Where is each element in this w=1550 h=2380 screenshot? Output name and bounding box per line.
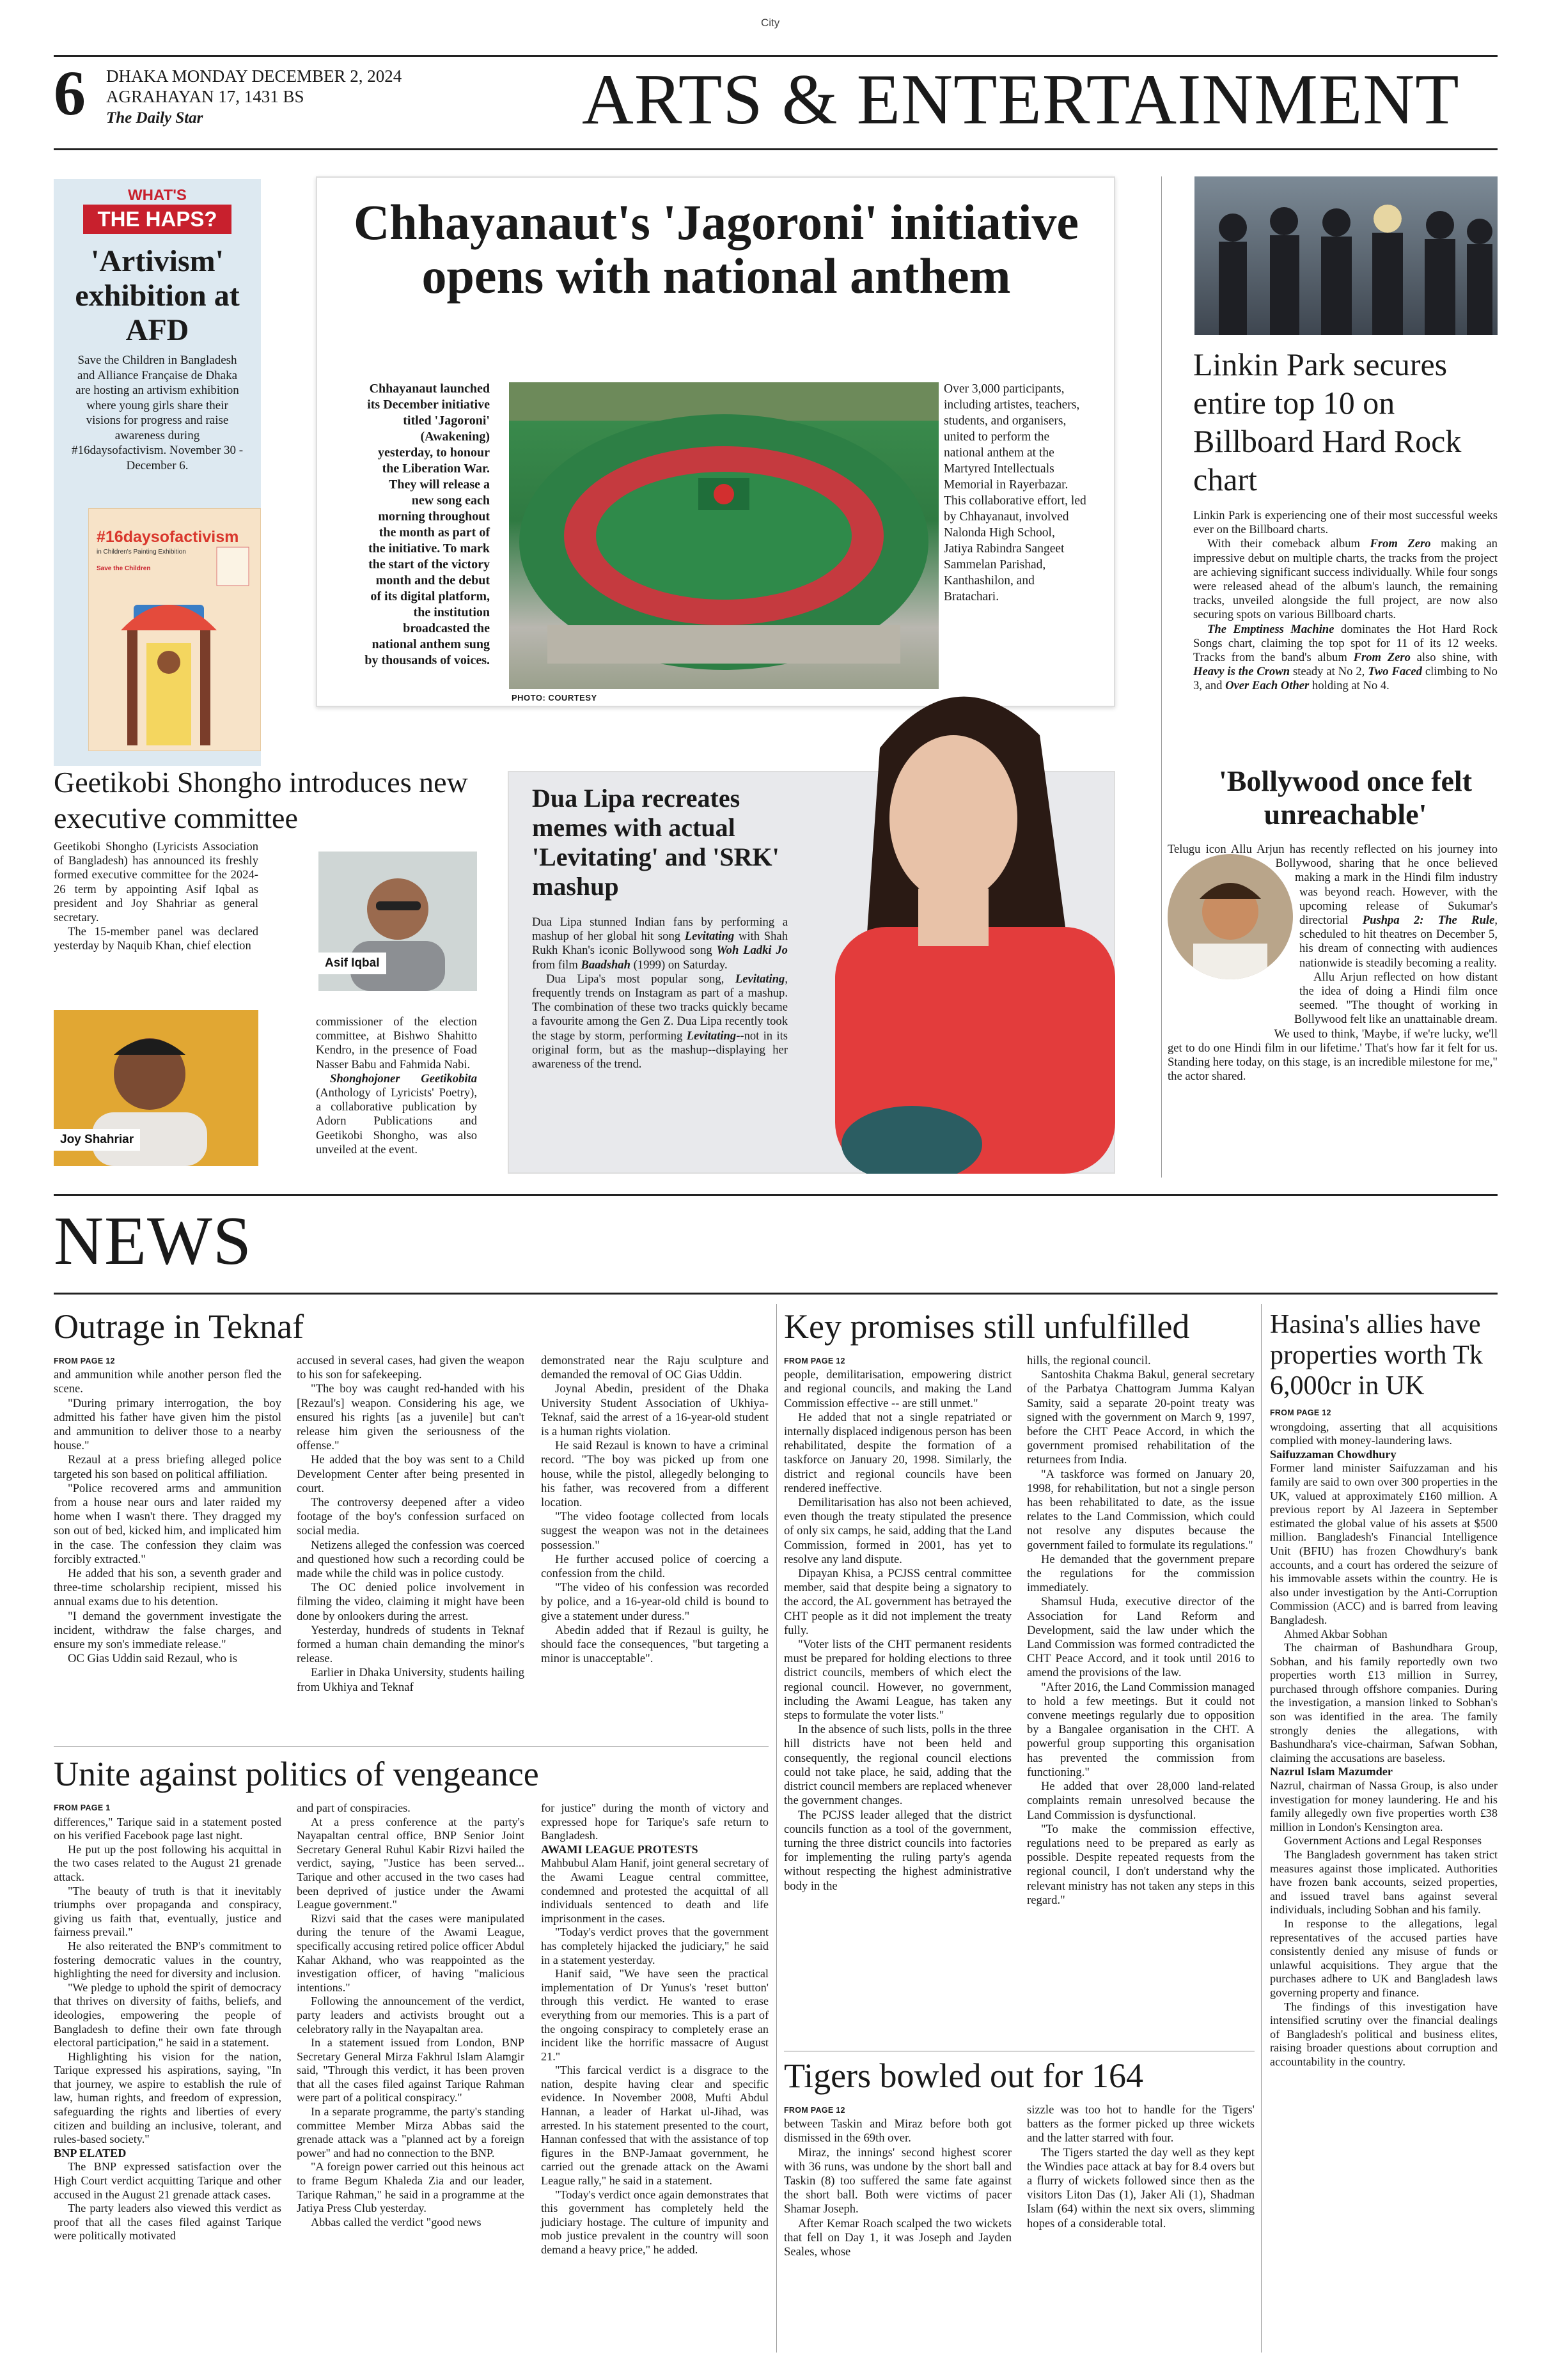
band-illustration: [1194, 176, 1498, 335]
teknaf-p: "The video footage collected from locals suggest the weapon was not in the detainees possession.": [541, 1510, 769, 1552]
tigers-p: sizzle was too hot to handle for the Tigers' batters as the former picked up three wickets and the latter starred with four.: [1027, 2103, 1255, 2145]
teknaf-p: "During primary interrogation, the boy admitted his father have given him the pistol and ammunition to deliver those to a nearby house.": [54, 1396, 281, 1453]
teknaf-p: accused in several cases, had given the weapon to his son for safekeeping.: [297, 1354, 524, 1382]
tigers-p: Miraz, the innings' second highest scorer with 36 runs, was undone by the short ball and Taskin (8) too suffered the same fate against the short ball. Both were victims of pacer Shamar Joseph.: [784, 2145, 1012, 2216]
linkin-p1: Linkin Park is experiencing one of their most successful weeks ever on the Billboard charts.: [1193, 509, 1498, 537]
linkin-photo: [1194, 176, 1498, 335]
unite-p: Hanif said, "We have seen the practical implementation of Dr Yunus's 'reset button' through this verdict. He wanted to erase everything from our memories. This is a part of the ongoing conspiracy to completely erase an incident like the horrific massacre of August 21.": [541, 1967, 769, 2063]
hasina-subhead: Nazrul Islam Mazumder: [1270, 1765, 1393, 1778]
unite-p: Abbas called the verdict "good news: [311, 2215, 481, 2228]
promises-p: Demilitarisation has also not been achieved, even though the treaty stipulated the presence of only six camps, he said, adding that the Land Commission, formed in 2001, has yet to resolve any land dispute.: [784, 1496, 1012, 1566]
poster-logo: Save the Children: [97, 565, 151, 572]
promises-col2: [1027, 1354, 1255, 1908]
promises-p: "A taskforce was formed on January 20, 1998, for rehabilitation, but not a single person has been rehabilitated to date, as the issue relates to the Land Commission, which could not resolve any disputes because the government failed to formulate its regulations.": [1027, 1467, 1255, 1552]
teknaf-p: "The boy was caught red-handed with his [Rezaul's] weapon. Considering his age, we ensured his rights [as a juvenile] but can't release him given the seriousness of the offense.": [297, 1382, 524, 1453]
promises-p: He added that not a single repatriated or internally displaced indigenous person has been rehabilitated, despite the formation of a taskforce on January 20, 1998. Similarly, the district and regional councils have been rendered ineffective.: [784, 1410, 1012, 1495]
promises-p: people, demilitarisation, empowering district and regional councils, and making the Land Commission effective -- are still unmet.": [784, 1368, 1012, 1410]
teknaf-p: Earlier in Dhaka University, students hailing from Ukhiya and Teknaf: [297, 1666, 524, 1694]
hasina-p: The chairman of Bashundhara Group, Sobhan, and his family reportedly own two properties worth £13 million in Surrey, purchased through offshore companies. During the investigation, a mansion linked to Sobhan's son was identified in the area. The family strongly denies the allegations, with Bashundhara's vice-chairman, Safwan Sobhan, claiming the accusations are baseless.: [1270, 1641, 1498, 1764]
teknaf-p: Joynal Abedin, president of the Dhaka University Student Association of Ukhiya-Teknaf, said the arrest of a 16-year-old student is a human rights violation.: [541, 1382, 769, 1439]
hasina-subhead: Saifuzzaman Chowdhury: [1270, 1447, 1397, 1461]
jagoroni-intro: Chhayanaut launched its December initiative titled 'Jagoroni' (Awakening) yesterday, to honour the Liberation War. They will release a new song each morning throughout the month as part of the initiative. To mark the start of the victory month and the debut of its digital platform, the institution broadcasted the national anthem sung by thousands of voices.: [364, 382, 490, 667]
bollywood-body: [1168, 843, 1498, 1084]
hasina-p: The Bangladesh government has taken strict measures against those implicated. Authorities have frozen bank accounts, seized properties, and issued travel bans against several individuals, including Sobhan and his family.: [1270, 1848, 1498, 1917]
linkin-p3: The Emptiness Machine dominates the Hot Hard Rock Songs chart, claiming the top spot for 11 of its 12 weeks. Tracks from the band's album From Zero also shine, with Heavy is the Crown steady at No 2, Two Faced climbing to No 3, and Over Each Other holding at No 4.: [1193, 622, 1498, 693]
masthead-logo: The Daily Star: [106, 109, 203, 127]
tigers-p: The Tigers started the day well as they kept the Windies pace attack at bay for 8.4 overs but a flurry of wickets followed since then as the visitors Liton Das (1), Jaker Ali (1), Shadman Islam (64) within the next six overs, slimming hopes of a considerable total.: [1027, 2145, 1255, 2230]
poster-hashtag: #16daysofactivism: [97, 528, 239, 546]
date-line: DHAKA MONDAY DECEMBER 2, 2024: [106, 66, 402, 86]
promises-from: FROM PAGE 12: [784, 1357, 845, 1365]
teknaf-p: Netizens alleged the confession was coerced and questioned how such a recording could be made while the child was in police custody.: [297, 1538, 524, 1581]
promises-p: "Voter lists of the CHT permanent residents must be prepared for holding elections to three district councils, members of which elect the regional council. However, no government, including the Awami League, has taken any steps to formulate the voter lists.": [784, 1638, 1012, 1723]
unite-col2: [297, 1801, 524, 2229]
teknaf-p: He added that his son, a seventh grader and three-time scholarship recipient, missed his annual exams due to his detention.: [54, 1567, 281, 1609]
haps-headline: 'Artivism' exhibition at AFD: [75, 244, 240, 347]
hasina-p: Ahmed Akbar Sobhan: [1284, 1627, 1388, 1640]
hasina-p: The findings of this investigation have intensified scrutiny over the financial dealings of Bangladesh's political and business elites, raising broader questions about corruption and accountability in the country.: [1270, 2000, 1498, 2068]
jagoroni-photo: [509, 382, 939, 689]
geetikobi-col1: [54, 840, 258, 954]
unite-p: differences," Tarique said in a statement posted on his verified Facebook page last night.: [54, 1815, 281, 1842]
tigers-from: FROM PAGE 12: [784, 2106, 845, 2115]
bollywood-p1: Telugu icon Allu Arjun has recently reflected on his journey into Bollywood, sharing that he once believed making a mark in the Hindi film industry was beyond reach. However, with the upcoming release of Sukumar's directorial Pushpa 2: The Rule, scheduled to hit theatres on December 5, his dream of connecting with audiences nationwide is steadily becoming a reality.: [1168, 843, 1498, 970]
unite-from: FROM PAGE 1: [54, 1803, 111, 1812]
tigers-col2: [1027, 2103, 1255, 2231]
unite-p: In a separate programme, the party's standing committee Member Mirza Abbas said the grenade attack was a "planned act by a foreign power" and had no connection to the BNP.: [297, 2105, 524, 2159]
unite-p: He put up the post following his acquittal in the two cases related to the August 21 grenade attack.: [54, 1842, 281, 1883]
unite-subhead: AWAMI LEAGUE PROTESTS: [541, 1842, 698, 1856]
haps-text: Save the Children in Bangladesh and Alliance Française de Dhaka are hosting an artivism exhibition where young girls share their visions for progress and raise awareness during #16daysofactivism. November 30 - December 6.: [71, 354, 244, 472]
promises-col1: [784, 1354, 1012, 1894]
geetikobi-p3: Shonghojoner Geetikobita (Anthology of Lyricists' Poetry), a collaborative publication by Adorn Publications and Geetikobi Shongho, was also unveiled at the event.: [316, 1071, 477, 1156]
jagoroni-photo-credit: PHOTO: COURTESY: [512, 693, 597, 703]
joy-shahriar-caption: Joy Shahriar: [54, 1129, 140, 1151]
teknaf-p: OC Gias Uddin said Rezaul, who is: [68, 1652, 237, 1666]
unite-p: "This farcical verdict is a disgrace to the nation, despite having clear and specific evidence. In November 2008, Mufti Abdul Hannan, a leader of Harkat ul-Jihad, was arrested. In his statement presented to the court, Hannan confessed that with the assistance of top figures in the BNP-Jamaat government, he carried out the grenade attack on the Awami League rally," he said in a statement.: [541, 2064, 769, 2188]
linkin-headline: Linkin Park secures entire top 10 on Billboard Hard Rock chart: [1193, 346, 1462, 497]
promises-p: Dipayan Khisa, a PCJSS central committee member, said that despite being a signatory to the accord, the AL government has betrayed the CHT people as it did not implement the treaty fully.: [784, 1567, 1012, 1637]
jagoroni-headline: Chhayanaut's 'Jagoroni' initiative opens with national anthem: [353, 194, 1079, 304]
teknaf-p: Yesterday, hundreds of students in Teknaf formed a human chain demanding the minor's release.: [297, 1623, 524, 1666]
teknaf-headline: Outrage in Teknaf: [54, 1307, 304, 1346]
unite-p: He also reiterated the BNP's commitment to fostering democratic values in the country, highlighting the need for diversity and inclusion.: [54, 1939, 281, 1980]
promises-p: In the absence of such lists, polls in the three hill districts have not been held and consequently, the regional council elections could not take place, he said, adding that the district council members are replaced whenever the government changes.: [784, 1723, 1012, 1808]
bollywood-headline: 'Bollywood once felt unreachable': [1218, 765, 1473, 830]
dualipa-illustration: [797, 658, 1115, 1174]
geetikobi-p2b: commissioner of the election committee, at Bishwo Shahitto Kendro, in the presence of Foad Nasser Babu and Fahmida Nabi.: [316, 1015, 477, 1071]
asif-iqbal-caption: Asif Iqbal: [318, 953, 386, 974]
hasina-col: [1270, 1406, 1498, 2069]
hasina-p: Government Actions and Legal Responses: [1284, 1834, 1482, 1847]
teknaf-p: Rezaul at a press briefing alleged police targeted his son based on political affiliation.: [54, 1453, 281, 1481]
hasina-headline: Hasina's allies have properties worth Tk 6,000cr in UK: [1270, 1310, 1483, 1401]
geetikobi-headline: Geetikobi Shongho introduces new executive committee: [54, 766, 468, 834]
teknaf-p: demonstrated near the Raju sculpture and demanded the removal of OC Gias Uddin.: [541, 1354, 769, 1382]
teknaf-p: The OC denied police involvement in filming the video, claiming it might have been done by onlookers during the arrest.: [297, 1581, 524, 1623]
unite-headline: Unite against politics of vengeance: [54, 1755, 539, 1793]
geetikobi-p1: Geetikobi Shongho (Lyricists Association of Bangladesh) has announced its freshly formed executive committee for the 2024-26 term by appointing Asif Iqbal as president and Joy Shahriar as general secretary.: [54, 840, 258, 925]
hasina-p: wrongdoing, asserting that all acquisitions complied with money-laundering laws.: [1270, 1420, 1498, 1447]
unite-p: The BNP expressed satisfaction over the High Court verdict acquitting Tarique and other accused in the August 21 grenade attack cases.: [54, 2160, 281, 2201]
bollywood-p2: Allu Arjun reflected on how distant the idea of doing a Hindi film once seemed. "The thought of working in Bollywood felt like an unattainable dream. We used to think, 'Maybe, if we're lucky, we'll get to do one Hindi film in our lifetime.' That's how far it felt for us. Standing here today, on this stage, is an incredible milestone for me," the actor shared.: [1168, 970, 1498, 1084]
teknaf-col1: [54, 1354, 281, 1666]
promises-p: Shamsul Huda, executive director of the Association for Land Reform and Development, said the law under which the Land Commission was formed contradicted the CHT Peace Accord, and it took until 2016 to amend the provisions of the law.: [1027, 1595, 1255, 1680]
bangla-date: AGRAHAYAN 17, 1431 BS: [106, 87, 304, 106]
teknaf-p: "I demand the government investigate the incident, withdraw the false charges, and ensure my son's immediate release.": [54, 1609, 281, 1652]
teknaf-p: and ammunition while another person fled the scene.: [54, 1368, 281, 1396]
unite-p: for justice" during the month of victory and expressed hope for Tarique's safe return to Bangladesh.: [541, 1801, 769, 1842]
linkin-p2: With their comeback album From Zero making an impressive debut on multiple charts, the tracks from the project are achieving significant success individually. While four songs were released ahead of the album's launch, the remaining tracks, unveiled alongside the full project, are now also securing spots on various Billboard charts.: [1193, 537, 1498, 622]
dualipa-headline: Dua Lipa recreates memes with actual 'Levitating' and 'SRK' mashup: [532, 784, 779, 901]
teknaf-col3: [541, 1354, 769, 1666]
dualipa-p1: Dua Lipa stunned Indian fans by performing a mashup of her global hit song Levitating with Shah Rukh Khan's iconic Bollywood song Woh Ladki Jo from film Baadshah (1999) on Saturday.: [532, 915, 788, 972]
dualipa-photo: [797, 658, 1115, 1174]
tigers-p: After Kemar Roach scalped the two wickets that fell on Day 1, it was Joseph and Jayden Seales, whose: [784, 2216, 1012, 2259]
dualipa-p2: Dua Lipa's most popular song, Levitating, frequently trends on Instagram as part of a mashup. The combination of these two tracks quickly became a favourite among the Gen Z. Dua Lipa recently took the stage by storm, performing Levitating--not in its original form, but as the mashup--displaying her awareness of the trend.: [532, 972, 788, 1071]
hasina-p: In response to the allegations, legal representatives of the accused parties have consistently denied any misuse of funds or unlawful acquisitions. They argue that the purchases adhere to UK and Bangladesh laws governing property and finance.: [1270, 1917, 1498, 1999]
haps-poster: [88, 508, 261, 751]
teknaf-p: He added that the boy was sent to a Child Development Center after being presented in court.: [297, 1453, 524, 1495]
unite-p: Following the announcement of the verdict, party leaders and activists brought out a celebratory rally in the Nayapaltan area.: [297, 1995, 524, 2035]
teknaf-p: He further accused police of coercing a confession from the child.: [541, 1552, 769, 1581]
unite-col3: [541, 1801, 769, 2257]
tigers-headline: Tigers bowled out for 164: [784, 2057, 1143, 2095]
promises-p: The PCJSS leader alleged that the district councils function as a tool of the government, turning the three district councils into factories for implementing the ruling party's agenda without respecting the highest administrative body in the: [784, 1808, 1012, 1893]
crowd-illustration: [509, 382, 939, 689]
teknaf-col2: [297, 1354, 524, 1695]
bollywood-float: [1168, 843, 1299, 1055]
hasina-from: FROM PAGE 12: [1270, 1408, 1331, 1417]
unite-p: In a statement issued from London, BNP Secretary General Mirza Fakhrul Islam Alamgir said, "Through this verdict, it has been proven that all the cases filed against Tarique Rahman were part of a political conspiracy.": [297, 2036, 524, 2104]
unite-p: "Today's verdict proves that the government has completely hijacked the judiciary," he said in a statement yesterday.: [541, 1925, 769, 1966]
page-number: 6: [54, 58, 86, 128]
promises-headline: Key promises still unfulfilled: [784, 1307, 1190, 1346]
haps-kicker: WHAT'S: [128, 187, 187, 204]
geetikobi-col2: [316, 1015, 477, 1157]
unite-p: Highlighting his vision for the nation, Tarique expressed his aspirations, saying, "In that journey, we aspire to establish the rule of law, human rights, and freedom of expression, safeguarding the rights and liberties of every citizen and building an inclusive, tolerant, and rules-based society.": [54, 2049, 281, 2146]
section-title: ARTS & ENTERTAINMENT: [582, 60, 1460, 139]
teknaf-from: FROM PAGE 12: [54, 1357, 115, 1365]
haps-title: THE HAPS?: [97, 207, 217, 231]
unite-p: Rizvi said that the cases were manipulated during the tenure of the Awami League, specifically accusing retired police officer Abdul Kahar Akhand, who was reappointed as the investigation officer, of having "malicious intentions.": [297, 1911, 524, 1994]
unite-p: At a press conference at the party's Nayapaltan central office, BNP Senior Joint Secretary General Ruhul Kabir Rizvi hailed the verdict, saying, "Justice has been served... Tarique and other accused in the two cases had been deprived of justice under the Awami League government.": [297, 1815, 524, 1911]
tigers-col1: [784, 2103, 1012, 2259]
promises-p: He added that over 28,000 land-related complaints remain unresolved because the Land Commission is dysfunctional.: [1027, 1780, 1255, 1822]
teknaf-p: Abedin added that if Rezaul is guilty, he should face the consequences, "but targeting a minor is unacceptable".: [541, 1623, 769, 1666]
section-label: City: [761, 17, 780, 29]
jagoroni-body: Over 3,000 participants, including artistes, teachers, students, and organisers, united to perform the national anthem at the Martyred Intellectuals Memorial in Rayerbazar. This collaborative effort, led by Chhayanaut, involved Nalonda High School, Jatiya Rabindra Sangeet Sammelan Parishad, Kanthashilon, and Bratachari.: [944, 382, 1086, 603]
promises-p: "After 2016, the Land Commission managed to hold a few meetings. But it could not convene meetings regularly due to opposition by a Bangalee organisation in the CHT. A powerful group supporting this organisation has prevented the commission from functioning.": [1027, 1680, 1255, 1779]
unite-p: "The beauty of truth is that it inevitably triumphs over propaganda and conspiracy, giving us faith that, eventually, justice and fairness prevail.": [54, 1884, 281, 1939]
teknaf-p: He said Rezaul is known to have a criminal record. "The boy was picked up from one house, while the pistol, allegedly belonging to his father, was recovered from a different location.: [541, 1439, 769, 1510]
poster-illustration: [89, 509, 261, 751]
geetikobi-p2a: The 15-member panel was declared yesterday by Naquib Khan, chief election: [54, 925, 258, 953]
unite-col1: [54, 1801, 281, 2243]
hasina-p: Nazrul, chairman of Nassa Group, is also under investigation for money laundering. He and his family allegedly own five properties worth £38 million in London's Kensington area.: [1270, 1779, 1498, 1833]
unite-p: "We pledge to uphold the spirit of democracy that thrives on diversity of faiths, beliefs, and ideologies, empowering the people of Bangladesh to define their own fate through electoral participation," he said in a statement.: [54, 1980, 281, 2049]
unite-p: and part of conspiracies.: [297, 1801, 411, 1814]
promises-p: Santoshita Chakma Bakul, general secretary of the Parbatya Chattogram Jumma Kalyan Samity, said a separate 20-point treaty was signed with the government on March 9, 1997, before the CHT Peace Accord, in which the government promised rehabilitation of the returnees from India.: [1027, 1368, 1255, 1467]
hasina-p: Former land minister Saifuzzaman and his family are said to own over 300 properties in the UK, valued at approximately £160 million. A previous report by Al Jazeera in September estimated the global value of his assets at $500 million. Bangladesh's Financial Intelligence Unit (BFIU) has frozen Chowdhury's bank accounts, and a court has ordered the seizure of his immovable assets within the country. He is also under investigation by the Anti-Corruption Commission (ACC) and is barred from leaving Bangladesh.: [1270, 1461, 1498, 1626]
poster-sub: in Children's Painting Exhibition: [97, 548, 186, 556]
promises-p: "To make the commission effective, regulations need to be prepared as early as possible. Despite repeated requests from the regional council, I don't understand why the relevant ministry has not taken any steps in this regard.": [1027, 1822, 1255, 1907]
teknaf-p: "Police recovered arms and ammunition from a house near ours and later raided my home when I wasn't there. They dragged my son out of bed, kicked him, and implicated him in the case. The confession they claim was forcibly extracted.": [54, 1481, 281, 1566]
news-title: NEWS: [54, 1203, 252, 1279]
dualipa-body: [532, 915, 788, 1071]
unite-p: The party leaders also viewed this verdict as proof that all the cases filed against Tarique were politically motivated: [54, 2202, 281, 2243]
linkin-body: [1193, 509, 1498, 694]
promises-p: hills, the regional council.: [1027, 1354, 1151, 1367]
promises-p: He demanded that the government prepare the regulations for the commission immediately.: [1027, 1552, 1255, 1595]
unite-p: Mahbubul Alam Hanif, joint general secretary of the Awami League central committee, condemned and protested the acquittal of all individuals sentenced to death and life imprisonment in the cases.: [541, 1856, 769, 1925]
unite-subhead: BNP ELATED: [54, 2146, 127, 2159]
teknaf-p: The controversy deepened after a video footage of the boy's confession surfaced on social media.: [297, 1496, 524, 1538]
unite-p: "Today's verdict once again demonstrates that this government has completely held the judiciary hostage. The culture of impunity and mob justice prevalent in the country will soon demand a heavy price," he added.: [541, 2188, 769, 2256]
tigers-p: between Taskin and Miraz before both got dismissed in the 69th over.: [784, 2117, 1012, 2145]
unite-p: "A foreign power carried out this heinous act to frame Begum Khaleda Zia and our leader, Tarique Rahman," he said in a programme at the Jatiya Press Club yesterday.: [297, 2160, 524, 2215]
teknaf-p: "The video of his confession was recorded by police, and a 16-year-old child is bound to give a statement under duress.": [541, 1581, 769, 1623]
